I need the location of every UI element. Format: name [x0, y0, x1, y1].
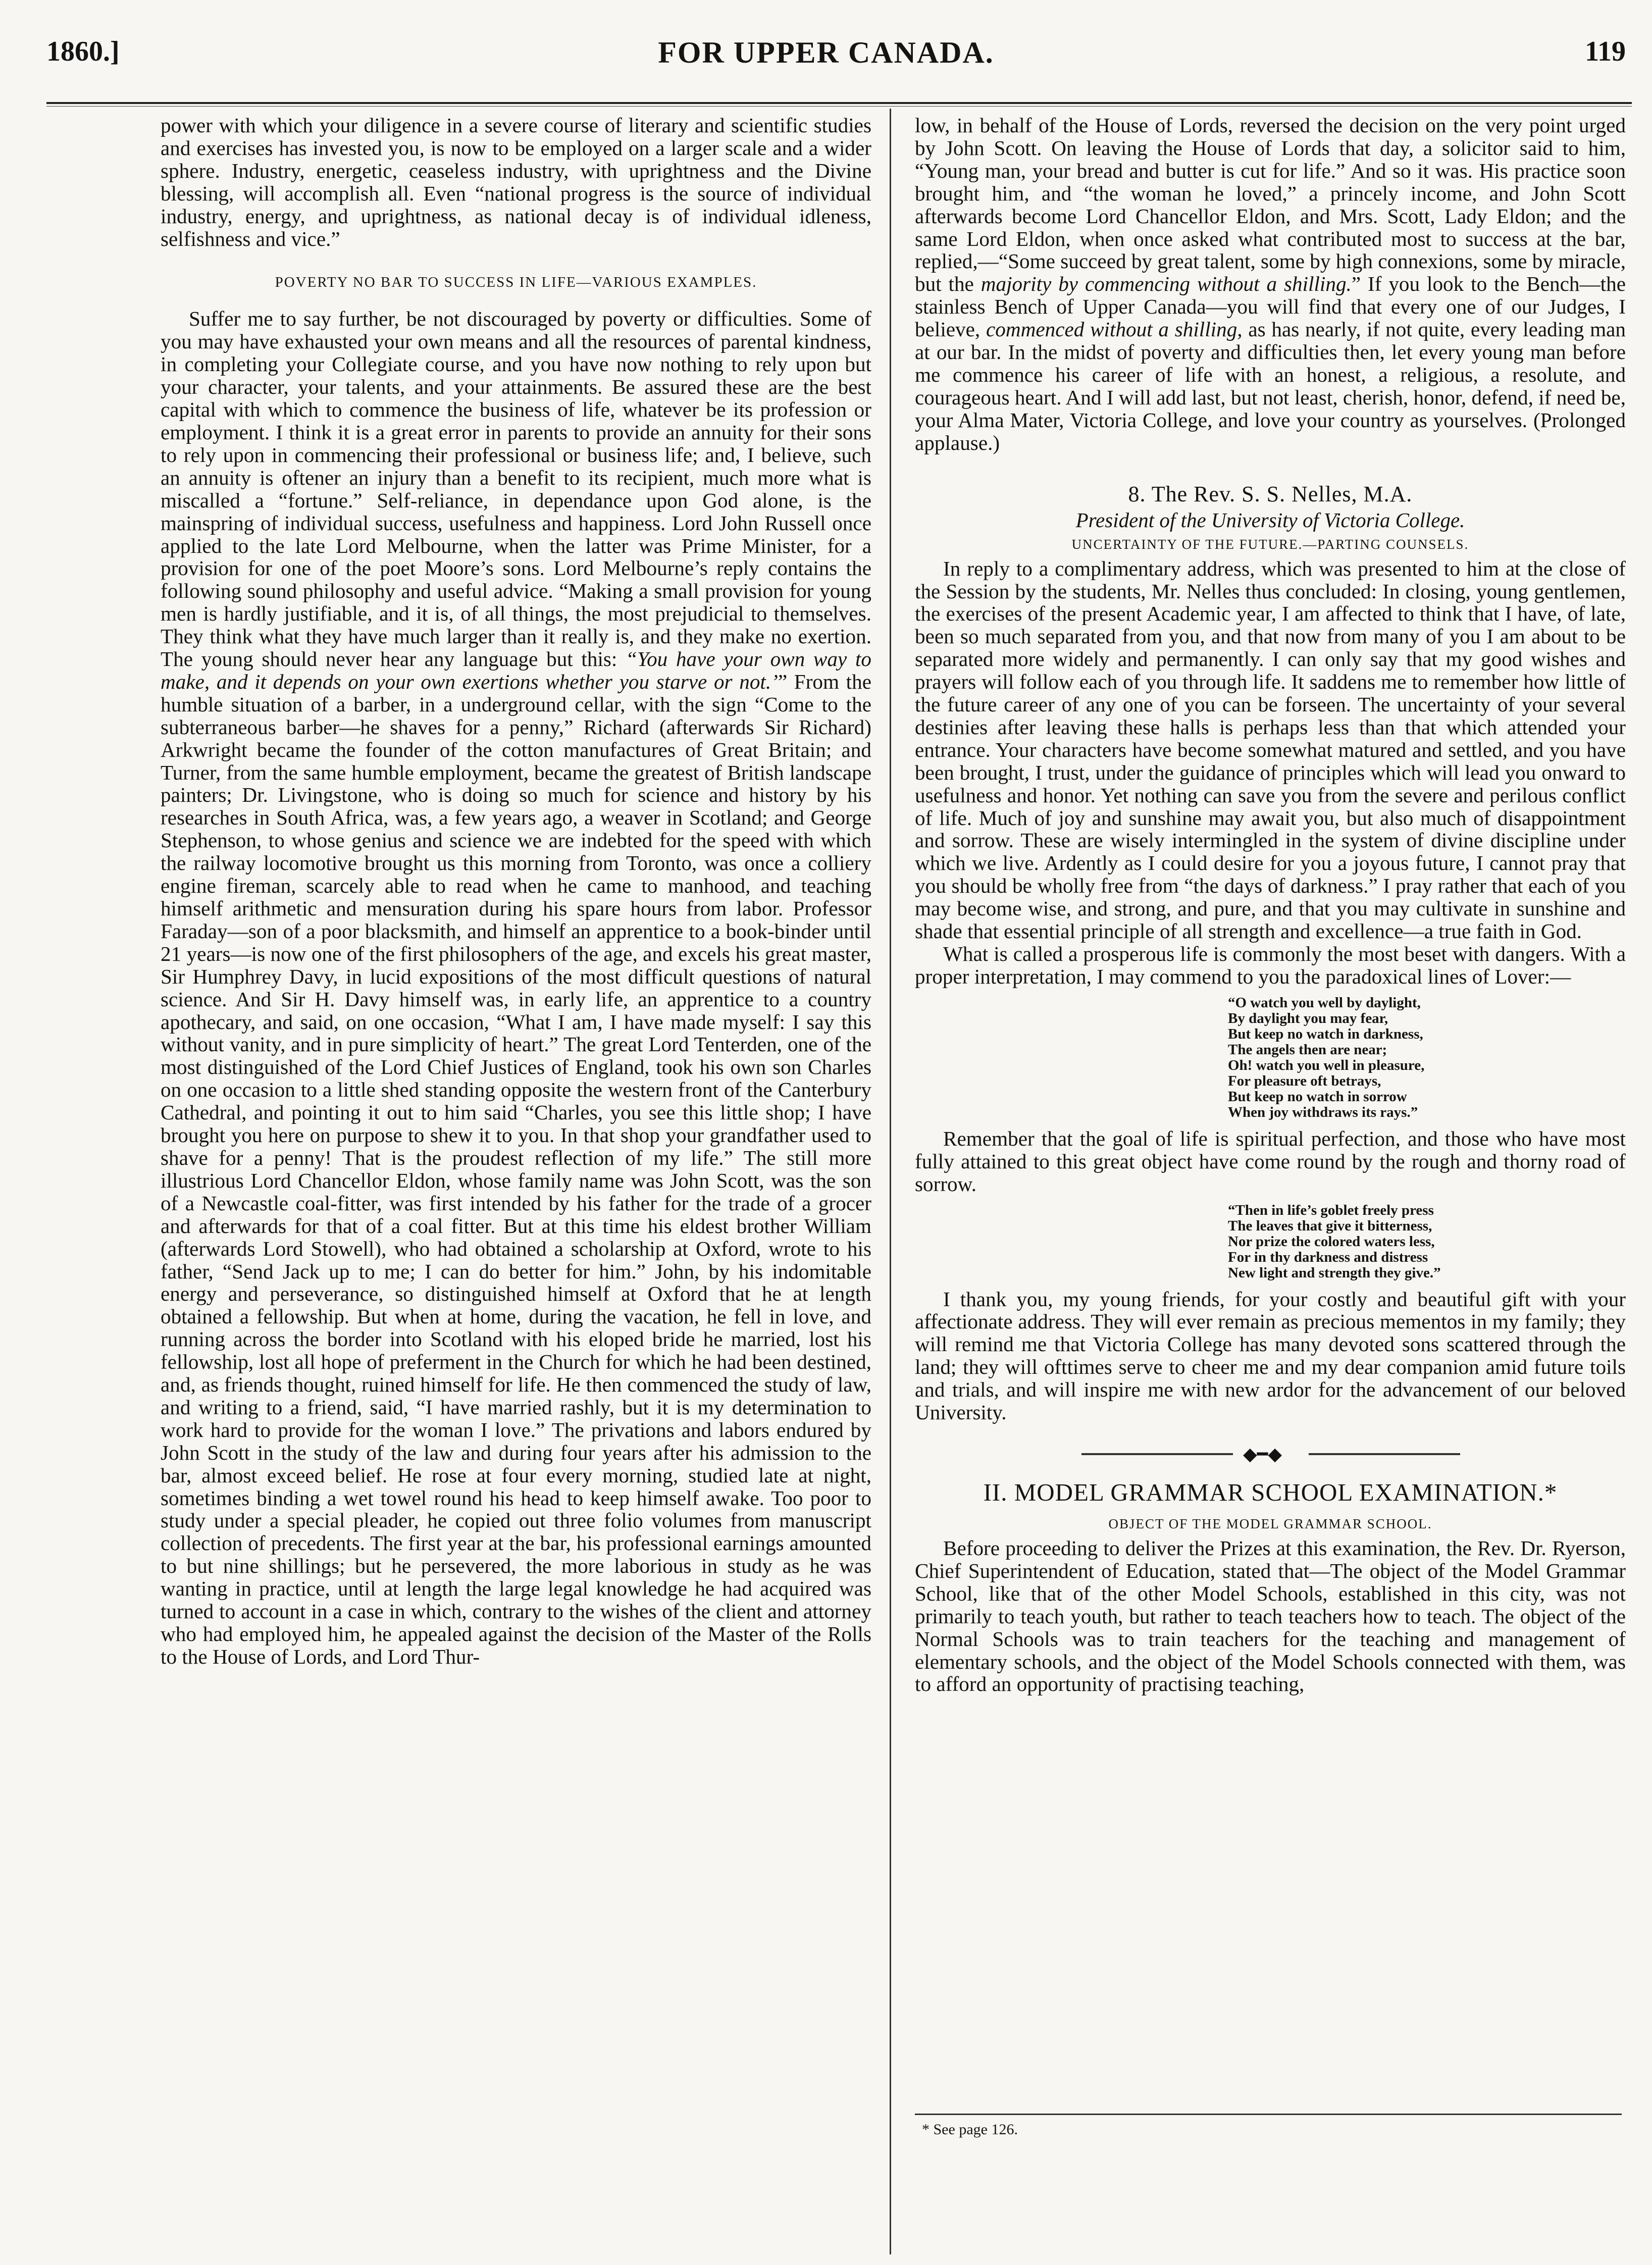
poem-line: “O watch you well by daylight,	[1228, 994, 1421, 1011]
opening-paragraph: power with which your diligence in a severe course of literary and scientific studies and exercises has invested you, is now to be employed on a larger scale and a wider sphere. Industry, energetic, ceaseless industry, with uprightness and the Divine blessing, will accomplish all. Even “national progress is the source of individual industry, energy, and uprightness, as national decay is of individual idleness, selfishness and vice.”	[161, 114, 871, 250]
page-header	[0, 35, 1652, 81]
body-paragraph: Before proceeding to deliver the Prizes at this examination, the Rev. Dr. Ryerson, Chief Superintendent of Education, stated that—The object of the Model Grammar School, like that of the other Model Schools, established in this city, was not primarily to teach youth, but rather to teach teachers how to teach. The object of the Normal Schools was to train teachers for the teaching and management of elementary schools, and the object of the Model Schools connected with them, was to afford an opportunity of practising teaching,	[915, 1536, 1626, 1696]
poem-line: But keep no watch in sorrow	[1228, 1088, 1407, 1105]
text-run: as has nearly, if not quite, every leading man at our bar. In the midst of poverty and difficulties then, let every young man before me commence his career of life with an honest, a religious, a resolute, and courageous heart. And I will add last, but not least, cherish, honor, defend, if need be, your Alma Mater, Victoria College, and love your country as yourselves. (Prolonged applause.)	[915, 318, 1626, 454]
poem-block	[1228, 995, 1626, 1120]
body-paragraph: I thank you, my young friends, for your costly and beautiful gift with your affectionate address. They will ever remain as precious mementos in my family; they will remind me that Victoria College has many devoted sons scattered through the land; they will ofttimes serve to cheer me and my dear companion amid future toils and trials, and will inspire me with new ardor for the advancement of our beloved University.	[915, 1287, 1626, 1424]
poem-line: The leaves that give it bitterness,	[1228, 1217, 1432, 1234]
header-page-number: 119	[1585, 36, 1626, 67]
speaker-subtitle: President of the University of Victoria College.	[1075, 508, 1465, 532]
poem-line: The angels then are near;	[1228, 1041, 1387, 1058]
poem-line: For in thy darkness and distress	[1228, 1249, 1428, 1265]
text-run: ” From the humble situation of a barber, in a underground cellar, with the sign “Come to the subterraneous barber—he shaves for a penny,” Richard (afterwards Sir Richard) Arkwright became the founder of the cotton manufactures of Great Britain; and Turner, from the same humble employment, became the greatest of British landscape painters; Dr. Livingstone, who is doing so much for science and history by his researches in South Africa, was, a few years ago, a weaver in Scotland; and George Stephenson, to whose genius and science we are indebted for the speed with which the railway locomotive brought us this morning from Toronto, was once a colliery engine fireman, scarcely able to read when he came to manhood, and teaching himself arithmetic and mensuration during his spare hours from labor. Professor Faraday—son of a poor blacksmith, and himself an apprentice to a book-binder until 21 years—is now one of the first philosophers of the age, and excels his great master, Sir Humphrey Davy, in lucid expositions of the most difficult questions of natural science. And Sir H. Davy himself was, in early life, an apprentice to a country apothecary, and said, on one occasion, “What I am, I have made myself: I say this without vanity, and in pure simplicity of heart.” The great Lord Tenterden, one of the most distinguished of the Lord Chief Justices of England, took his own son Charles on one occasion to a little shed standing opposite the western front of the Canterbury Cathedral, and pointing it out to him said “Charles, you see this little shop; I have brought you here on purpose to shew it to you. In that shop your grandfather used to shave for a penny! That is the proudest reflection of my life.” The still more illustrious Lord Chancellor Eldon, whose family name was John Scott, was the son of a Newcastle coal-fitter, was first intended by his father for the trade of a grocer and afterwards for that of a coal fitter. But at this time his eldest brother William (afterwards Lord Stowell), who had obtained a scholarship at Oxford, wrote to his father, “Send Jack up to me; I can do better for him.” John, by his indomitable energy and perseverance, so distinguished himself at Oxford that he at length obtained a fellowship. But when at home, during the vacation, he fell in love, and running across the border into Scotland with his eloped bride he married, lost his fellowship, lost all hope of preferment in the Church for which he had been destined, and, as friends thought, ruined himself for life. He then commenced the study of law, and writing to a friend, said, “I have married rashly, but it is my determination to work hard to provide for the woman I love.” The privations and labors endured by John Scott in the study of the law and during four years after his admission to the bar, almost exceed belief. He rose at four every morning, studied late at night, sometimes binding a wet towel round his head to keep himself awake. Too poor to study under a special pleader, he copied out three folio volumes from manuscript collection of precedents. The first year at the bar, his professional earnings amounted to but nine shillings; but he persevered, the more laborious in study as he was wanting in practice, until at length the large legal knowledge he had acquired was turned to account in a case in which, contrary to the wishes of the client and attorney who had employed him, he appealed against the decision of the Master of the Rolls to the House of Lords, and Lord Thur-	[161, 670, 871, 1668]
poem-line: New light and strength they give.”	[1228, 1264, 1441, 1281]
section-ornament	[915, 1444, 1626, 1464]
body-paragraph: Remember that the goal of life is spiritual perfection, and those who have most fully attained to this great object have come round by the rough and thorny road of sorrow.	[915, 1126, 1626, 1196]
poem-line: By daylight you may fear,	[1228, 1010, 1388, 1026]
body-paragraph: What is called a prosperous life is commonly the most beset with dangers. With a proper interpretation, I may commend to you the paradoxical lines of Lover:—	[915, 942, 1626, 988]
footnote: * See page 126.	[922, 2121, 1018, 2138]
diamond-ornament-icon: ◆━◆	[1243, 1444, 1282, 1464]
footnote-rule	[915, 2114, 1622, 2115]
header-year: 1860.]	[46, 36, 120, 67]
right-column	[915, 114, 1626, 1695]
text-run: ” If you look to the Bench—the stainless Bench of Upper Canada—you will find that every one of our Judges, I believe,	[915, 272, 1626, 341]
section-subtitle: OBJECT OF THE MODEL GRAMMAR SCHOOL.	[1108, 1516, 1432, 1531]
italic-emphasis: commenced without a shilling,	[986, 318, 1243, 341]
left-column	[161, 114, 871, 1668]
body-paragraph: In reply to a complimentary address, which was presented to him at the close of the Session by the students, Mr. Nelles thus concluded: In closing, young gentlemen, the exercises of the present Academic year, I am affected to think that I have, of late, been so much separated from you, and that now from many of you I am about to be separated more widely and permanently. I can only say that my good wishes and prayers will follow each of you through life. It saddens me to remember how little of the future career of any one of you can be forseen. The uncertainty of your several destinies after leaving these halls is perhaps less than that which attended your entrance. Your characters have become somewhat matured and settled, and you have been brought, I trust, under the guidance of principles which will lead you onward to usefulness and honor. Yet nothing can save you from the severe and perilous conflict of life. Much of joy and sunshine may await you, but also much of disappointment and sorrow. These are wisely intermingled in the system of divine discipline under which we live. Ardently as I could desire for you a joyous future, I cannot pray that you should be wholly free from “the days of darkness.” I pray rather that each of you may become wise, and strong, and pure, and that you may cultivate in sunshine and shade that essential principle of all strength and excellence—a true faith in God.	[915, 556, 1626, 943]
italic-quote: “You have your own way to make, and it depends on your own exertions whether you starve or not.’	[161, 647, 871, 693]
italic-quote: majority by commencing without a shilling.	[980, 272, 1352, 296]
section-subheading: POVERTY NO BAR TO SUCCESS IN LIFE—VARIOUS EXAMPLES.	[275, 274, 757, 291]
text-run: Suffer me to say further, be not discouraged by poverty or difficulties. Some of you may have exhausted your own means and all the resources of parental kindness, in completing your Collegiate course, and you have now nothing to rely upon but your character, your talents, and your attainments. Be assured these are the best capital with which to commence the business of life, whatever be its profession or employment. I think it is a great error in parents to provide an annuity for their sons to rely upon in commencing their professional or business life; and, I believe, such an annuity is oftener an injury than a benefit to its recipient, much more what is miscalled a “fortune.” Self-reliance, in dependance upon God alone, is the mainspring of individual success, usefulness and happiness. Lord John Russell once applied to the late Lord Melbourne, when the latter was Prime Minister, for a provision for one of the poet Moore’s sons. Lord Melbourne’s reply contains the following sound philosophy and useful advice. “Making a small provision for young men is hardly justifiable, and it is, of all things, the most prejudicial to themselves. They think what they have much larger than it really is, and they make no exertion. The young should never hear any language but this:	[161, 307, 871, 671]
speaker-title: 8. The Rev. S. S. Nelles, M.A.	[1128, 481, 1413, 506]
poem-line: Oh! watch you well in pleasure,	[1228, 1057, 1425, 1073]
section-title: II. MODEL GRAMMAR SCHOOL EXAMINATION.*	[983, 1478, 1558, 1506]
continuation-paragraph	[915, 114, 1626, 454]
ornament-line-right	[1309, 1453, 1460, 1455]
poem-line: But keep no watch in darkness,	[1228, 1025, 1423, 1042]
ornament-line-left	[1081, 1453, 1233, 1455]
poem-block	[1228, 1203, 1626, 1281]
header-title: FOR UPPER CANADA.	[658, 36, 994, 69]
poem-line: For pleasure oft betrays,	[1228, 1072, 1381, 1089]
header-rule-thin	[46, 106, 1632, 107]
header-rule	[46, 102, 1632, 104]
poem-line: “Then in life’s goblet freely press	[1228, 1202, 1434, 1218]
speaker-topic: UNCERTAINTY OF THE FUTURE.—PARTING COUNSELS.	[1071, 536, 1469, 552]
column-divider	[890, 109, 891, 2254]
body-paragraph	[161, 307, 871, 1668]
poem-line: Nor prize the colored waters less,	[1228, 1233, 1435, 1250]
poem-line: When joy withdraws its rays.”	[1228, 1104, 1418, 1120]
text-run: low, in behalf of the House of Lords, reversed the decision on the very point urged by John Scott. On leaving the House of Lords that day, a solicitor said to him, “Young man, your bread and butter is cut for life.” And so it was. His practice soon brought him, and “the woman he loved,” a princely income, and John Scott afterwards become Lord Chancellor Eldon, and Mrs. Scott, Lady Eldon; and the same Lord Eldon, when once asked what contributed most to success at the bar, replied,—“Some succeed by great talent, some by high connexions, some by miracle, but the	[915, 114, 1626, 296]
